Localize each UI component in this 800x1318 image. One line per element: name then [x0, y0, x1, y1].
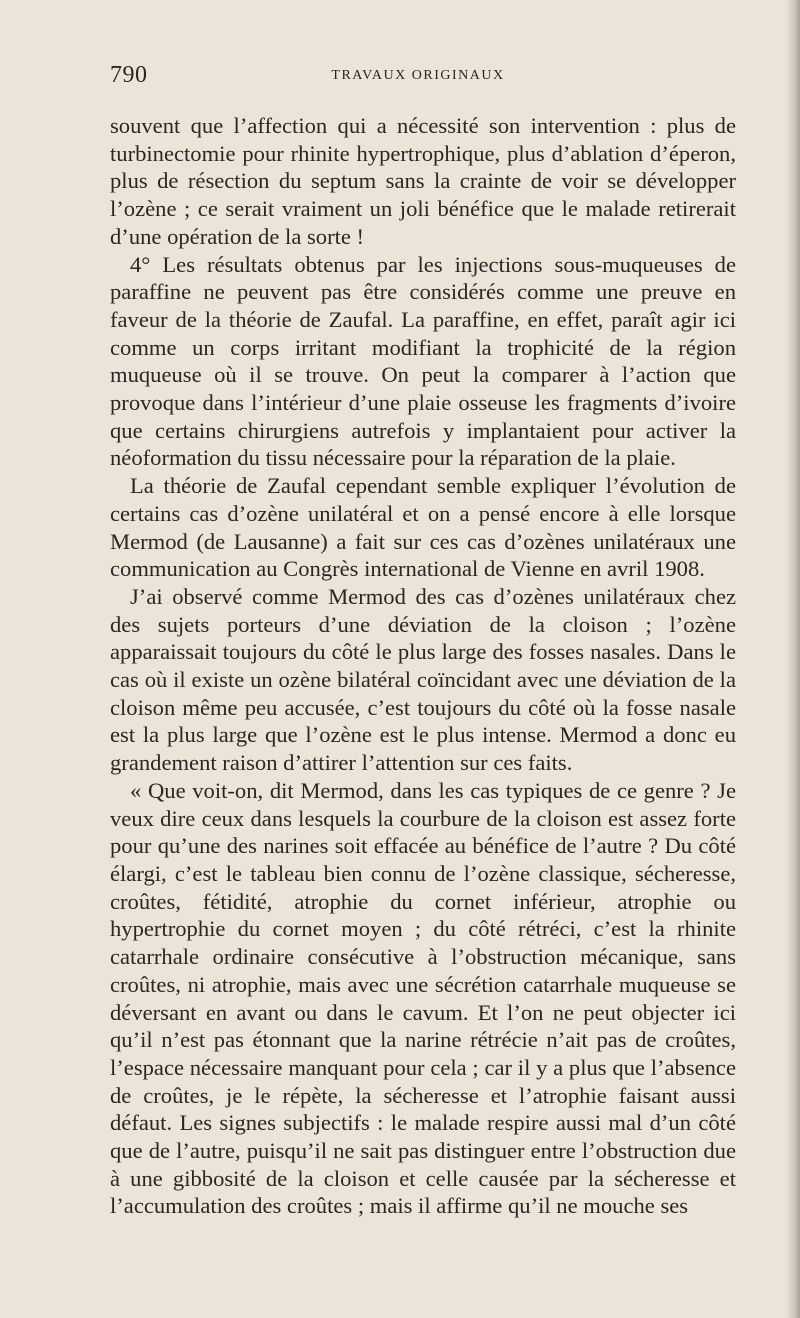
paragraph: 4° Les résultats obtenus par les injections sous-muqueuses de paraffine ne peuvent pas être considérés comme une preuve en faveur de la théorie de Zaufal. La paraffine, en effet, paraît agir ici comme un corps irritant modifiant la trophicité de la région muqueuse où il se trouve. On peut la comparer à l’action que provoque dans l’intérieur d’une plaie osseuse les fragments d’ivoire que certains chirurgiens autrefois y implantaient pour activer la néoformation du tissu nécessaire pour la réparation de la plaie. [110, 251, 736, 471]
paragraph: J’ai observé comme Mermod des cas d’ozènes unilatéraux chez des sujets porteurs d’une déviation de la cloison ; l’ozène apparaissait toujours du côté le plus large des fosses nasales. Dans le cas où il existe un ozène bilatéral coïncidant avec une déviation de la cloison même peu accusée, c’est toujours du côté où la fosse nasale est la plus large que l’ozène est le plus intense. Mermod a donc eu grandement raison d’attirer l’attention sur ces faits. [110, 583, 736, 776]
running-title: TRAVAUX ORIGINAUX [331, 68, 505, 83]
body-text [110, 112, 736, 1220]
page-number: 790 [110, 62, 148, 88]
page-header [110, 62, 726, 96]
paragraph: souvent que l’affection qui a nécessité son intervention : plus de turbinectomie pour rhinite hypertrophique, plus d’ablation d’éperon, plus de résection du septum sans la crainte de voir se développer l’ozène ; ce serait vraiment un joli bénéfice que le malade retirerait d’une opération de la sorte ! [110, 113, 736, 249]
page-edge-shadow [786, 0, 800, 1318]
paragraph: La théorie de Zaufal cependant semble expliquer l’évolution de certains cas d’ozène unilatéral et on a pensé encore à elle lorsque Mermod (de Lausanne) a fait sur ces cas d’ozènes unilatéraux une communication au Congrès international de Vienne en avril 1908. [110, 473, 736, 582]
paragraph: « Que voit-on, dit Mermod, dans les cas typiques de ce genre ? Je veux dire ceux dans lesquels la courbure de la cloison est assez forte pour qu’une des narines soit effacée au bénéfice de l’autre ? Du côté élargi, c’est le tableau bien connu de l’ozène classique, sécheresse, croûtes, fétidité, atrophie du cornet inférieur, atrophie ou hypertrophie du cornet moyen ; du côté rétréci, c’est la rhinite catarrhale ordinaire consécutive à l’obstruction mécanique, sans croûtes, ni atrophie, mais avec une sécrétion catarrhale muqueuse se déversant en avant ou dans le cavum. Et l’on ne peut objecter ici qu’il n’est pas étonnant que la narine rétrécie n’ait pas de croûtes, l’espace nécessaire manquant pour cela ; car il y a plus que l’absence de croûtes, je le répète, la sécheresse et l’atrophie faisant aussi défaut. Les signes subjectifs : le malade respire aussi mal d’un côté que de l’autre, puisqu’il ne sait pas distinguer entre l’obstruction due à une gibbosité de la cloison et celle causée par la sécheresse et l’accumulation des croûtes ; mais il affirme qu’il ne mouche ses [110, 777, 736, 1219]
